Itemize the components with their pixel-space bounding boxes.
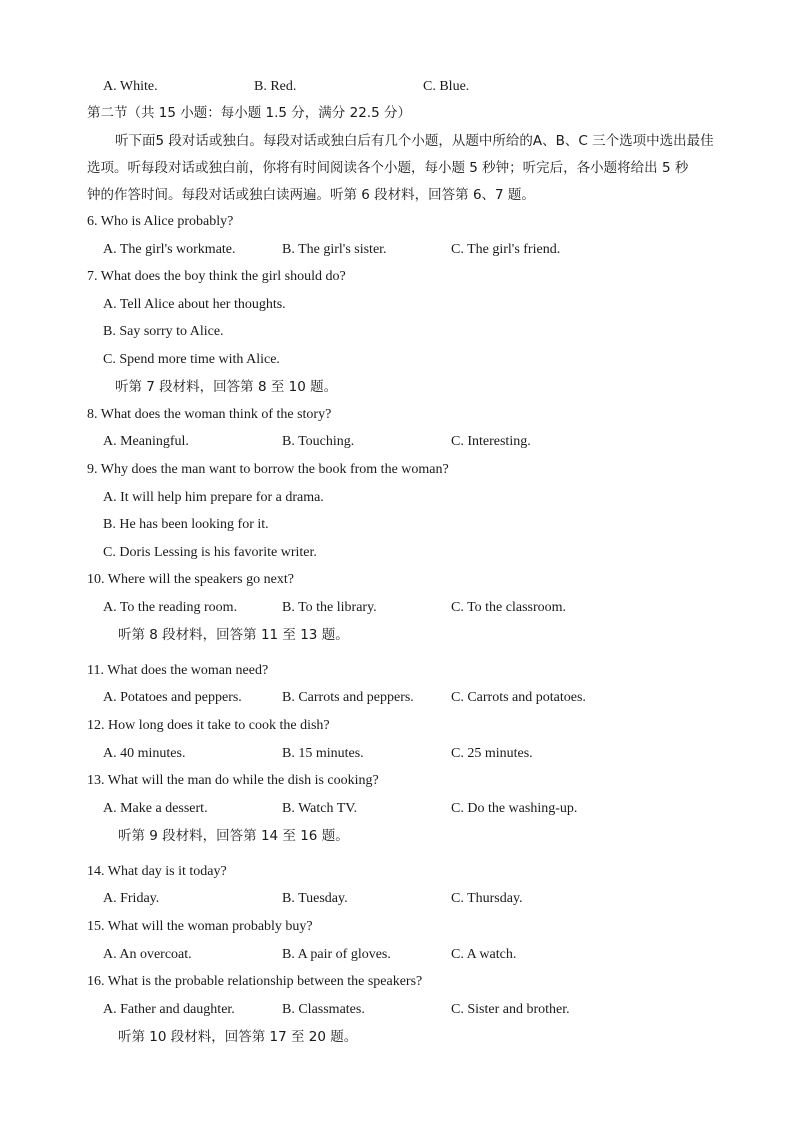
q14-option-b: B. Tuesday. xyxy=(282,891,348,906)
q16-option-c: C. Sister and brother. xyxy=(451,1002,570,1017)
question-8: 8. What does the woman think of the story? xyxy=(87,407,332,422)
q13-option-b: B. Watch TV. xyxy=(282,801,358,816)
question-11: 11. What does the woman need? xyxy=(87,663,269,678)
question-13: 13. What will the man do while the dish is cooking? xyxy=(87,773,379,788)
q8-option-a: A. Meaningful. xyxy=(103,434,189,449)
q10-option-a: A. To the reading room. xyxy=(103,600,238,615)
segment-10-heading: 听第 10 段材料，回答第 17 至 20 题。 xyxy=(118,1029,358,1045)
q9-option-a: A. It will help him prepare for a drama. xyxy=(103,490,324,505)
question-10: 10. Where will the speakers go next? xyxy=(87,572,294,587)
q15-option-b: B. A pair of gloves. xyxy=(282,947,391,962)
segment-7-heading: 听第 7 段材料，回答第 8 至 10 题。 xyxy=(115,379,338,395)
section2-title: 第二节（共 15 小题：每小题 1.5 分，满分 22.5 分） xyxy=(87,105,411,121)
question-14: 14. What day is it today? xyxy=(87,864,227,879)
q12-option-c: C. 25 minutes. xyxy=(451,746,533,761)
segment-9-heading: 听第 9 段材料，回答第 14 至 16 题。 xyxy=(118,828,349,844)
q11-option-b: B. Carrots and peppers. xyxy=(282,690,414,705)
q7-option-c: C. Spend more time with Alice. xyxy=(103,352,280,367)
instructions-line-2: 选项。听每段对话或独白前，你将有时间阅读各个小题，每小题 5 秒钟；听完后，各小题将给出 5 秒 xyxy=(87,160,689,176)
q14-option-a: A. Friday. xyxy=(103,891,160,906)
question-15: 15. What will the woman probably buy? xyxy=(87,919,313,934)
q5-option-c: C. Blue. xyxy=(423,79,470,94)
q14-option-c: C. Thursday. xyxy=(451,891,523,906)
q11-option-c: C. Carrots and potatoes. xyxy=(451,690,586,705)
q16-option-a: A. Father and daughter. xyxy=(103,1002,235,1017)
instructions-line-3: 钟的作答时间。每段对话或独白读两遍。听第 6 段材料，回答第 6、7 题。 xyxy=(87,187,535,203)
q12-option-b: B. 15 minutes. xyxy=(282,746,364,761)
q16-option-b: B. Classmates. xyxy=(282,1002,365,1017)
q8-option-c: C. Interesting. xyxy=(451,434,531,449)
q6-option-b: B. The girl's sister. xyxy=(282,242,387,257)
q7-option-b: B. Say sorry to Alice. xyxy=(103,324,224,339)
q5-option-b: B. Red. xyxy=(254,79,297,94)
q6-option-c: C. The girl's friend. xyxy=(451,242,561,257)
q10-option-c: C. To the classroom. xyxy=(451,600,567,615)
q10-option-b: B. To the library. xyxy=(282,600,377,615)
question-9: 9. Why does the man want to borrow the book from the woman? xyxy=(87,462,449,477)
q6-option-a: A. The girl's workmate. xyxy=(103,242,236,257)
q7-option-a: A. Tell Alice about her thoughts. xyxy=(103,297,286,312)
q5-option-a: A. White. xyxy=(103,79,158,94)
q15-option-a: A. An overcoat. xyxy=(103,947,192,962)
q13-option-c: C. Do the washing-up. xyxy=(451,801,578,816)
q9-option-b: B. He has been looking for it. xyxy=(103,517,269,532)
q15-option-c: C. A watch. xyxy=(451,947,517,962)
segment-8-heading: 听第 8 段材料，回答第 11 至 13 题。 xyxy=(118,627,349,643)
question-7: 7. What does the boy think the girl should do? xyxy=(87,269,346,284)
question-12: 12. How long does it take to cook the dish? xyxy=(87,718,330,733)
question-16: 16. What is the probable relationship between the speakers? xyxy=(87,974,423,989)
question-6: 6. Who is Alice probably? xyxy=(87,214,234,229)
q12-option-a: A. 40 minutes. xyxy=(103,746,186,761)
q9-option-c: C. Doris Lessing is his favorite writer. xyxy=(103,545,317,560)
q8-option-b: B. Touching. xyxy=(282,434,355,449)
instructions-line-1: 听下面5 段对话或独白。每段对话或独白后有几个小题，从题中所给的A、B、C 三个选项中选出最佳 xyxy=(115,133,714,149)
q13-option-a: A. Make a dessert. xyxy=(103,801,208,816)
q11-option-a: A. Potatoes and peppers. xyxy=(103,690,242,705)
